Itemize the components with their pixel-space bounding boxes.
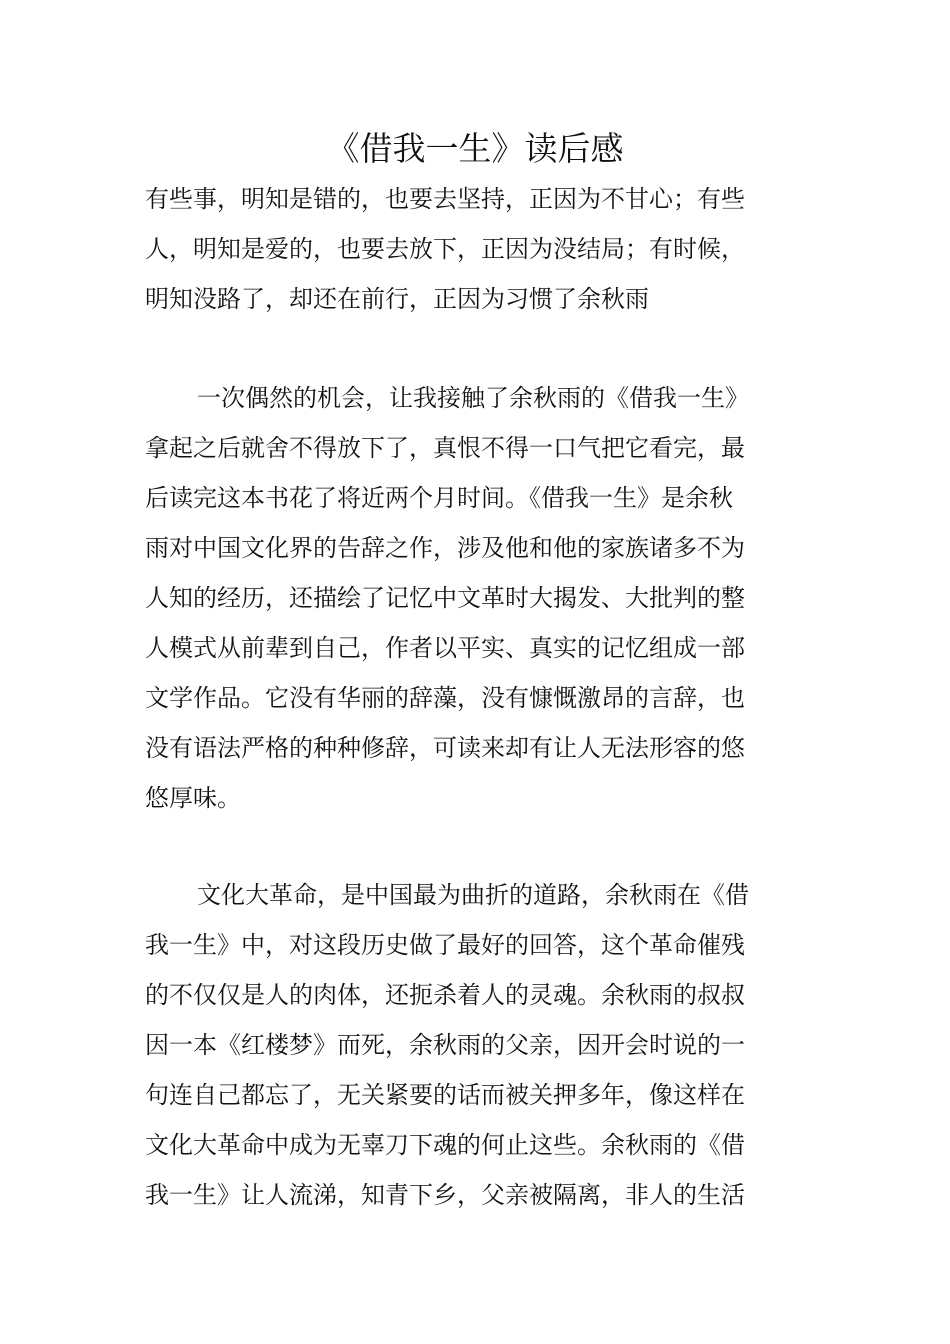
text-line: 人，明知是爱的，也要去放下，正因为没结局；有时候， (145, 235, 745, 263)
text-line: 明知没路了，却还在前行，正因为习惯了余秋雨 (145, 285, 649, 313)
text-line: 文化大革命，是中国最为曲折的道路，余秋雨在《借 (197, 881, 749, 909)
text-line: 我一生》让人流涕，知青下乡，父亲被隔离，非人的生活 (145, 1181, 745, 1209)
text-line: 人模式从前辈到自己，作者以平实、真实的记忆组成一部 (145, 634, 745, 662)
text-line: 文化大革命中成为无辜刀下魂的何止这些。余秋雨的《借 (145, 1131, 745, 1159)
text-line: 文学作品。它没有华丽的辞藻，没有慷慨激昂的言辞，也 (145, 684, 745, 712)
text-line: 我一生》中，对这段历史做了最好的回答，这个革命催残 (145, 931, 745, 959)
text-line: 后读完这本书花了将近两个月时间。《借我一生》是余秋 (145, 484, 733, 512)
document-title: 《借我一生》读后感 (326, 129, 624, 168)
text-line: 雨对中国文化界的告辞之作，涉及他和他的家族诸多不为 (145, 534, 745, 562)
text-line: 因一本《红楼梦》而死，余秋雨的父亲，因开会时说的一 (145, 1031, 745, 1059)
text-line: 悠厚味。 (145, 784, 241, 812)
text-line: 句连自己都忘了，无关紧要的话而被关押多年，像这样在 (145, 1081, 745, 1109)
text-line: 没有语法严格的种种修辞，可读来却有让人无法形容的悠 (145, 734, 745, 762)
text-line: 有些事，明知是错的，也要去坚持，正因为不甘心；有些 (145, 185, 745, 213)
paragraph-cultural-revolution (145, 870, 807, 1220)
text-line: 拿起之后就舍不得放下了，真恨不得一口气把它看完，最 (145, 434, 745, 462)
paragraph-book-intro (145, 373, 807, 823)
text-line: 人知的经历，还描绘了记忆中文革时大揭发、大批判的整 (145, 584, 745, 612)
paragraph-intro (145, 174, 807, 324)
text-line: 一次偶然的机会，让我接触了余秋雨的《借我一生》 (197, 384, 749, 412)
text-line: 的不仅仅是人的肉体，还扼杀着人的灵魂。余秋雨的叔叔 (145, 981, 745, 1009)
